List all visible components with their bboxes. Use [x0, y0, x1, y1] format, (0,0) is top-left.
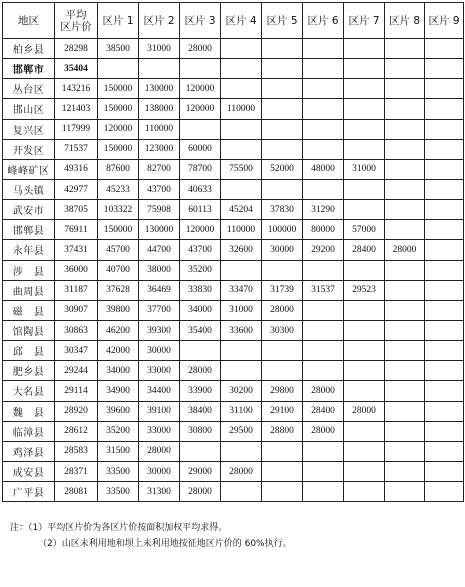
cell-region: 魏 县: [3, 401, 55, 421]
cell-zone-1: 33500: [98, 461, 139, 481]
cell-region: 永年县: [3, 240, 55, 260]
cell-zone-3: 35200: [180, 260, 221, 280]
cell-zone-5: [262, 59, 303, 79]
cell-zone-1: 37628: [98, 280, 139, 300]
cell-average-price: 28081: [55, 482, 98, 502]
cell-zone-6: [303, 179, 344, 199]
cell-zone-3: 35400: [180, 320, 221, 340]
cell-zone-2: 31000: [139, 39, 180, 59]
cell-zone-1: 39800: [98, 300, 139, 320]
cell-zone-8: [385, 361, 425, 381]
cell-zone-7: [344, 139, 385, 159]
cell-zone-1: 40700: [98, 260, 139, 280]
cell-region: 开发区: [3, 139, 55, 159]
cell-zone-2: 75908: [139, 200, 180, 220]
cell-zone-2: 39300: [139, 320, 180, 340]
cell-zone-4: [221, 441, 262, 461]
cell-zone-7: [344, 361, 385, 381]
cell-zone-1: 150000: [98, 220, 139, 240]
cell-zone-6: 28000: [303, 381, 344, 401]
table-row: [3, 361, 464, 381]
cell-zone-3: 28000: [180, 39, 221, 59]
cell-zone-4: 32600: [221, 240, 262, 260]
cell-zone-7: 28000: [344, 401, 385, 421]
cell-region: 丛台区: [3, 79, 55, 99]
cell-zone-7: [344, 441, 385, 461]
cell-average-price: 38705: [55, 200, 98, 220]
cell-zone-7: [344, 200, 385, 220]
cell-zone-1: 46200: [98, 320, 139, 340]
cell-region: 武安市: [3, 200, 55, 220]
cell-zone-9: [425, 119, 464, 139]
cell-zone-8: [385, 320, 425, 340]
cell-average-price: 28583: [55, 441, 98, 461]
cell-zone-3: [180, 59, 221, 79]
cell-region: 广平县: [3, 482, 55, 502]
cell-zone-7: [344, 79, 385, 99]
cell-zone-5: [262, 441, 303, 461]
cell-zone-2: 130000: [139, 220, 180, 240]
cell-zone-4: 28000: [221, 461, 262, 481]
cell-zone-8: [385, 300, 425, 320]
cell-zone-5: [262, 179, 303, 199]
cell-average-price: 76911: [55, 220, 98, 240]
cell-zone-9: [425, 441, 464, 461]
cell-zone-1: 103322: [98, 200, 139, 220]
cell-region: 鸡泽县: [3, 441, 55, 461]
cell-region: 成安县: [3, 461, 55, 481]
cell-region: 大名县: [3, 381, 55, 401]
cell-zone-2: 130000: [139, 79, 180, 99]
cell-zone-1: 34900: [98, 381, 139, 401]
cell-zone-8: [385, 280, 425, 300]
cell-average-price: 143216: [55, 79, 98, 99]
cell-average-price: 49316: [55, 159, 98, 179]
cell-zone-6: [303, 461, 344, 481]
cell-region: 馆陶县: [3, 320, 55, 340]
cell-zone-1: 45700: [98, 240, 139, 260]
cell-zone-8: [385, 179, 425, 199]
cell-zone-2: 39100: [139, 401, 180, 421]
cell-average-price: 37431: [55, 240, 98, 260]
cell-average-price: 28612: [55, 421, 98, 441]
cell-zone-2: 123000: [139, 139, 180, 159]
cell-zone-4: 45204: [221, 200, 262, 220]
cell-zone-1: 33500: [98, 482, 139, 502]
cell-zone-5: [262, 119, 303, 139]
cell-zone-9: [425, 59, 464, 79]
cell-zone-6: 31537: [303, 280, 344, 300]
cell-zone-5: [262, 139, 303, 159]
cell-zone-9: [425, 179, 464, 199]
cell-average-price: 35404: [55, 59, 98, 79]
cell-zone-4: 33470: [221, 280, 262, 300]
cell-zone-9: [425, 461, 464, 481]
cell-zone-3: 30800: [180, 421, 221, 441]
cell-average-price: 42977: [55, 179, 98, 199]
header-zone-3: 区片 3: [180, 3, 221, 39]
cell-zone-5: 31739: [262, 280, 303, 300]
table-row: [3, 280, 464, 300]
cell-zone-9: [425, 220, 464, 240]
cell-zone-8: [385, 119, 425, 139]
table-row: [3, 119, 464, 139]
header-zone-4: 区片 4: [221, 3, 262, 39]
cell-zone-1: 150000: [98, 99, 139, 119]
cell-average-price: 29244: [55, 361, 98, 381]
cell-zone-9: [425, 361, 464, 381]
cell-zone-6: [303, 361, 344, 381]
cell-zone-9: [425, 401, 464, 421]
header-region: 地区: [3, 3, 55, 39]
cell-zone-7: [344, 341, 385, 361]
cell-zone-4: 30200: [221, 381, 262, 401]
cell-average-price: 29114: [55, 381, 98, 401]
cell-average-price: 30347: [55, 341, 98, 361]
table-row: [3, 320, 464, 340]
cell-zone-2: 37700: [139, 300, 180, 320]
cell-zone-2: 34400: [139, 381, 180, 401]
cell-zone-7: 57000: [344, 220, 385, 240]
cell-average-price: 71537: [55, 139, 98, 159]
cell-zone-1: [98, 59, 139, 79]
cell-region: 涉 县: [3, 260, 55, 280]
cell-zone-5: [262, 482, 303, 502]
cell-region: 复兴区: [3, 119, 55, 139]
header-zone-6: 区片 6: [303, 3, 344, 39]
cell-zone-6: [303, 119, 344, 139]
cell-zone-9: [425, 99, 464, 119]
cell-zone-9: [425, 240, 464, 260]
table-row: [3, 200, 464, 220]
cell-zone-1: 45233: [98, 179, 139, 199]
cell-zone-5: 30000: [262, 240, 303, 260]
cell-zone-5: 30300: [262, 320, 303, 340]
cell-zone-8: [385, 59, 425, 79]
table-row: [3, 482, 464, 502]
cell-zone-1: 87600: [98, 159, 139, 179]
cell-zone-3: 78700: [180, 159, 221, 179]
cell-zone-3: 40633: [180, 179, 221, 199]
cell-zone-5: 29800: [262, 381, 303, 401]
cell-zone-8: [385, 220, 425, 240]
cell-zone-5: 100000: [262, 220, 303, 240]
cell-zone-4: [221, 39, 262, 59]
note-1: 注：（1）平均区片价为各区片价按面积加权平均求得。: [10, 523, 228, 534]
table-row: [3, 79, 464, 99]
cell-region: 邯郸县: [3, 220, 55, 240]
table-row: [3, 159, 464, 179]
cell-zone-8: [385, 341, 425, 361]
cell-zone-2: 30000: [139, 341, 180, 361]
cell-zone-6: [303, 482, 344, 502]
cell-zone-7: 29523: [344, 280, 385, 300]
cell-zone-4: 33600: [221, 320, 262, 340]
cell-zone-6: [303, 320, 344, 340]
cell-zone-6: [303, 99, 344, 119]
cell-zone-4: [221, 139, 262, 159]
cell-zone-1: 150000: [98, 139, 139, 159]
cell-zone-4: 31100: [221, 401, 262, 421]
cell-region: 磁 县: [3, 300, 55, 320]
table-row: [3, 179, 464, 199]
cell-zone-7: [344, 260, 385, 280]
cell-zone-4: 29500: [221, 421, 262, 441]
note-2: （2）山区未利用地和坝上未利用地按征地区片价的 60%执行。: [38, 539, 292, 550]
cell-zone-8: [385, 482, 425, 502]
cell-zone-4: [221, 59, 262, 79]
page: [2, 2, 463, 552]
table-row: [3, 401, 464, 421]
cell-zone-6: 48000: [303, 159, 344, 179]
cell-zone-1: 34000: [98, 361, 139, 381]
cell-zone-2: 138000: [139, 99, 180, 119]
cell-zone-2: 110000: [139, 119, 180, 139]
cell-average-price: 28371: [55, 461, 98, 481]
cell-zone-5: [262, 79, 303, 99]
cell-zone-5: [262, 461, 303, 481]
cell-zone-5: 37830: [262, 200, 303, 220]
header-zone-2: 区片 2: [139, 3, 180, 39]
cell-average-price: 30907: [55, 300, 98, 320]
cell-zone-6: [303, 300, 344, 320]
header-row: [3, 3, 464, 39]
cell-zone-3: [180, 341, 221, 361]
cell-zone-3: 38400: [180, 401, 221, 421]
cell-zone-2: 36469: [139, 280, 180, 300]
cell-zone-5: 28000: [262, 300, 303, 320]
cell-zone-9: [425, 341, 464, 361]
cell-zone-7: [344, 119, 385, 139]
cell-zone-8: [385, 39, 425, 59]
header-zone-1: 区片 1: [98, 3, 139, 39]
cell-zone-1: 42000: [98, 341, 139, 361]
cell-zone-8: [385, 159, 425, 179]
cell-region: 曲周县: [3, 280, 55, 300]
cell-zone-5: 52000: [262, 159, 303, 179]
cell-zone-6: 28400: [303, 401, 344, 421]
cell-zone-8: [385, 401, 425, 421]
table-row: [3, 461, 464, 481]
cell-zone-6: 29200: [303, 240, 344, 260]
cell-zone-3: [180, 119, 221, 139]
cell-zone-9: [425, 300, 464, 320]
table-row: [3, 220, 464, 240]
cell-zone-9: [425, 482, 464, 502]
cell-region: 邯郸市: [3, 59, 55, 79]
header-zone-8: 区片 8: [385, 3, 425, 39]
cell-zone-6: [303, 139, 344, 159]
cell-average-price: 28920: [55, 401, 98, 421]
table-row: [3, 240, 464, 260]
cell-region: 峰峰矿区: [3, 159, 55, 179]
cell-zone-7: [344, 461, 385, 481]
cell-zone-3: 34000: [180, 300, 221, 320]
table-row: [3, 341, 464, 361]
cell-zone-6: [303, 79, 344, 99]
cell-zone-2: 28000: [139, 441, 180, 461]
cell-zone-8: [385, 441, 425, 461]
cell-zone-3: 33900: [180, 381, 221, 401]
cell-zone-3: 28000: [180, 361, 221, 381]
cell-zone-8: [385, 461, 425, 481]
cell-zone-7: [344, 99, 385, 119]
cell-zone-7: [344, 59, 385, 79]
cell-zone-6: [303, 260, 344, 280]
cell-zone-1: 31500: [98, 441, 139, 461]
cell-zone-9: [425, 139, 464, 159]
table-row: [3, 441, 464, 461]
cell-zone-7: [344, 300, 385, 320]
cell-zone-7: [344, 39, 385, 59]
table-row: [3, 99, 464, 119]
cell-region: 马头镇: [3, 179, 55, 199]
cell-average-price: 36000: [55, 260, 98, 280]
cell-zone-6: [303, 341, 344, 361]
cell-region: 肥乡县: [3, 361, 55, 381]
cell-zone-7: 31000: [344, 159, 385, 179]
table-row: [3, 381, 464, 401]
cell-zone-8: [385, 79, 425, 99]
cell-zone-2: 38000: [139, 260, 180, 280]
cell-average-price: 31187: [55, 280, 98, 300]
cell-average-price: 117999: [55, 119, 98, 139]
cell-zone-9: [425, 381, 464, 401]
cell-zone-6: [303, 441, 344, 461]
cell-zone-1: 38500: [98, 39, 139, 59]
cell-zone-5: 29100: [262, 401, 303, 421]
table-body: [3, 39, 464, 502]
cell-zone-3: 120000: [180, 79, 221, 99]
cell-zone-7: 28400: [344, 240, 385, 260]
cell-zone-4: [221, 361, 262, 381]
cell-zone-7: [344, 482, 385, 502]
cell-zone-9: [425, 39, 464, 59]
cell-zone-1: 120000: [98, 119, 139, 139]
cell-zone-7: [344, 179, 385, 199]
cell-zone-5: [262, 260, 303, 280]
cell-zone-4: [221, 341, 262, 361]
cell-zone-2: 31300: [139, 482, 180, 502]
header-zone-9: 区片 9: [425, 3, 464, 39]
cell-zone-8: [385, 260, 425, 280]
cell-zone-6: 31290: [303, 200, 344, 220]
cell-average-price: 28298: [55, 39, 98, 59]
cell-zone-5: 28800: [262, 421, 303, 441]
cell-region: 柏乡县: [3, 39, 55, 59]
cell-zone-1: 150000: [98, 79, 139, 99]
cell-zone-9: [425, 159, 464, 179]
cell-zone-5: [262, 99, 303, 119]
cell-zone-6: 28000: [303, 421, 344, 441]
cell-zone-3: 43700: [180, 240, 221, 260]
cell-zone-6: [303, 39, 344, 59]
cell-zone-1: 39600: [98, 401, 139, 421]
cell-zone-8: [385, 99, 425, 119]
table-row: [3, 39, 464, 59]
cell-zone-3: 120000: [180, 220, 221, 240]
cell-zone-9: [425, 260, 464, 280]
cell-zone-5: [262, 39, 303, 59]
cell-zone-4: [221, 482, 262, 502]
cell-zone-2: 43700: [139, 179, 180, 199]
cell-zone-9: [425, 79, 464, 99]
cell-zone-3: 120000: [180, 99, 221, 119]
cell-zone-8: 28000: [385, 240, 425, 260]
cell-zone-5: [262, 341, 303, 361]
cell-zone-6: [303, 59, 344, 79]
cell-zone-5: [262, 361, 303, 381]
cell-zone-1: 35200: [98, 421, 139, 441]
cell-zone-3: 60113: [180, 200, 221, 220]
cell-zone-3: 33830: [180, 280, 221, 300]
table-row: [3, 421, 464, 441]
cell-zone-4: [221, 119, 262, 139]
table-row: [3, 139, 464, 159]
cell-zone-3: [180, 441, 221, 461]
cell-zone-4: 110000: [221, 99, 262, 119]
cell-zone-6: 80000: [303, 220, 344, 240]
table-row: [3, 59, 464, 79]
land-price-table: [2, 2, 464, 502]
cell-zone-8: [385, 421, 425, 441]
cell-zone-9: [425, 421, 464, 441]
notes: [2, 520, 463, 552]
cell-average-price: 121403: [55, 99, 98, 119]
cell-zone-8: [385, 139, 425, 159]
cell-zone-3: 29000: [180, 461, 221, 481]
header-average-price: 平均 区片价: [55, 3, 98, 39]
cell-zone-2: [139, 59, 180, 79]
cell-zone-4: 110000: [221, 220, 262, 240]
cell-zone-4: [221, 79, 262, 99]
cell-region: 邯山区: [3, 99, 55, 119]
cell-zone-8: [385, 381, 425, 401]
cell-zone-8: [385, 200, 425, 220]
header-zone-7: 区片 7: [344, 3, 385, 39]
cell-average-price: 30863: [55, 320, 98, 340]
cell-zone-3: 60000: [180, 139, 221, 159]
cell-zone-9: [425, 320, 464, 340]
cell-zone-2: 44700: [139, 240, 180, 260]
cell-zone-4: 75500: [221, 159, 262, 179]
cell-zone-2: 33000: [139, 361, 180, 381]
cell-zone-4: 31000: [221, 300, 262, 320]
cell-zone-3: 28000: [180, 482, 221, 502]
cell-zone-7: [344, 381, 385, 401]
cell-zone-2: 82700: [139, 159, 180, 179]
cell-zone-4: [221, 260, 262, 280]
cell-zone-9: [425, 280, 464, 300]
cell-zone-2: 33000: [139, 421, 180, 441]
cell-zone-2: 30000: [139, 461, 180, 481]
cell-zone-7: [344, 320, 385, 340]
header-zone-5: 区片 5: [262, 3, 303, 39]
cell-region: 临漳县: [3, 421, 55, 441]
table-row: [3, 260, 464, 280]
cell-region: 邱 县: [3, 341, 55, 361]
cell-zone-9: [425, 200, 464, 220]
cell-zone-4: [221, 179, 262, 199]
table-row: [3, 300, 464, 320]
cell-zone-7: [344, 421, 385, 441]
